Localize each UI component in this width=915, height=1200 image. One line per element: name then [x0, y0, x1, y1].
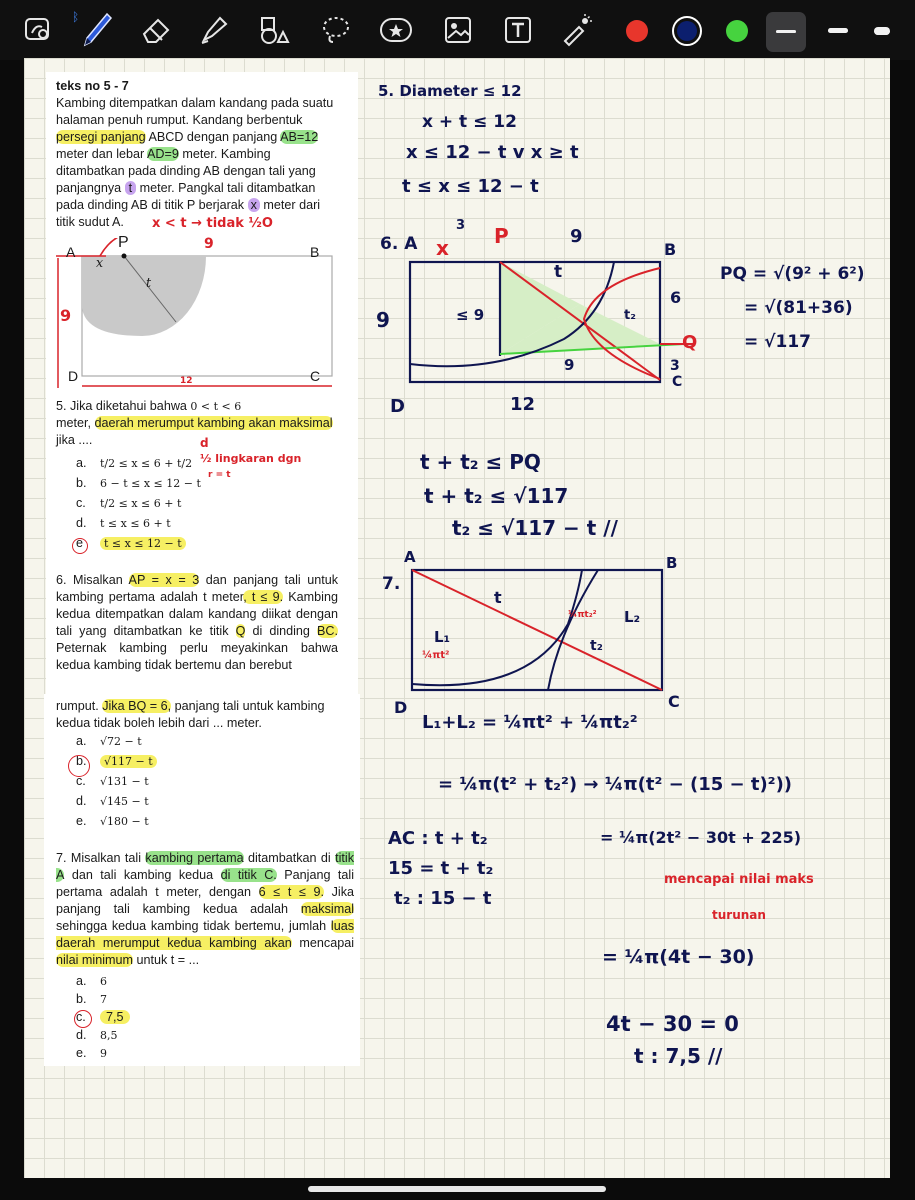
lasso-icon[interactable] — [318, 12, 354, 48]
handwriting-line: turunan — [712, 908, 766, 922]
s7-label-7: 7. — [382, 574, 401, 594]
handwriting-line: t : 7,5 // — [634, 1044, 723, 1068]
s6-label-c: C — [672, 374, 683, 390]
note-fig-9-left: 9 — [60, 306, 72, 325]
eraser-icon[interactable] — [138, 12, 174, 48]
option-5[interactable] — [76, 1046, 107, 1060]
s6-label-3: 3 — [456, 218, 466, 233]
fig-label-p: P — [118, 234, 129, 251]
note-x-less-t: x < t → tidak ½O — [152, 216, 273, 231]
s7-label-l1: L₁ — [434, 628, 451, 646]
option-value: t/2 ≤ x ≤ 6 + t/2 — [100, 457, 193, 470]
q5-note-line1: ½ lingkaran dgn — [200, 452, 302, 465]
note-fig-12: 12 — [180, 376, 193, 386]
option-letter: b. — [76, 754, 87, 768]
option-value: √180 − t — [100, 815, 149, 828]
bluetooth-icon: ᛒ — [72, 10, 80, 24]
option-value: 9 — [100, 1047, 107, 1060]
s6-label-b: B — [664, 240, 677, 259]
q5-note-line2: r = t — [208, 470, 231, 480]
s7-label-t: t — [494, 588, 502, 607]
option-value: √72 − t — [100, 735, 142, 748]
fig-label-x: x — [96, 255, 104, 270]
handwriting-line: t + t₂ ≤ √117 — [424, 484, 569, 508]
s7-label-l2-formula: ¼πt₂² — [568, 610, 597, 620]
option-letter: a. — [76, 974, 87, 988]
option-value: √131 − t — [100, 775, 149, 788]
q5-question: 5. Jika diketahui bahwa 0 < t < 6 meter, daerah merumput kambing akan maksimal jika .... — [56, 399, 333, 447]
q6-answer-circle — [68, 755, 90, 777]
solution-7-figure — [408, 564, 698, 694]
handwriting-line: 4t − 30 = 0 — [606, 1012, 739, 1036]
q7-answer-circle — [74, 1010, 92, 1028]
option-letter: b. — [76, 992, 87, 1006]
s6-label-6: 6 — [670, 288, 682, 307]
handwriting-line: AC : t + t₂ — [388, 828, 488, 849]
text-icon[interactable] — [500, 12, 536, 48]
option-value: t/2 ≤ x ≤ 6 + t — [100, 497, 182, 510]
q6-question-cont: rumput. Jika BQ = 6, panjang tali untuk kambing kedua tidak boleh lebih dari ... meter. — [56, 699, 325, 730]
s6-label-9-mid: 9 — [564, 356, 575, 374]
option-3[interactable] — [76, 774, 149, 788]
q6-question: 6. Misalkan AP = x = 3 dan panjang tali untuk kambing pertama adalah t meter, t ≤ 9. Kambing kedua ditempatkan dalam kandang diikat dengan tali yang ditambatkan ke titik Q di dinding BC. Peternak kambing perlu meyakinkan bahwa kedua kambing tidak bertemu dan berebut — [56, 573, 339, 672]
fig-label-t: t — [146, 275, 152, 290]
s6-label-3-bottom: 3 — [670, 358, 680, 374]
q5-answer-circle — [72, 538, 88, 554]
option-4[interactable] — [76, 516, 171, 530]
s7-label-a: A — [404, 548, 416, 566]
handwriting-line: 15 = t + t₂ — [388, 858, 494, 879]
option-value: 6 − t ≤ x ≤ 12 − t — [100, 477, 201, 490]
q57-header: teks no 5 - 7 — [56, 79, 129, 93]
s6-label-a: 6. A — [380, 234, 418, 254]
highlighter-icon[interactable] — [196, 12, 232, 48]
option-letter: d. — [76, 794, 87, 808]
handwriting-line: t + t₂ ≤ PQ — [420, 450, 541, 474]
s7-label-l1-formula: ¼πt² — [422, 650, 450, 661]
s6-label-x: x — [436, 236, 449, 260]
handwriting-line: = ¼π(2t² − 30t + 225) — [600, 828, 802, 847]
note-fig-9-top: 9 — [204, 236, 214, 252]
laser-pointer-icon[interactable] — [558, 12, 594, 48]
sticker-icon[interactable] — [378, 12, 414, 48]
handwriting-line: = √(81+36) — [744, 298, 853, 318]
option-value: √145 − t — [100, 795, 149, 808]
s6-label-le9: ≤ 9 — [456, 306, 485, 324]
option-value: 8,5 — [100, 1029, 118, 1042]
image-icon[interactable] — [440, 12, 476, 48]
option-5[interactable] — [76, 536, 186, 550]
home-indicator — [308, 1186, 606, 1192]
s6-label-12: 12 — [510, 394, 536, 415]
shapes-icon[interactable] — [256, 12, 292, 48]
option-4[interactable] — [76, 794, 149, 808]
option-value: t ≤ x ≤ 6 + t — [100, 517, 171, 530]
option-value: 6 — [100, 975, 107, 988]
handwriting-line: 5. Diameter ≤ 12 — [378, 82, 522, 100]
option-letter: a. — [76, 734, 87, 748]
stroke-medium-button[interactable] — [828, 28, 848, 33]
s6-label-t2: t₂ — [624, 308, 636, 323]
handwriting-line: t ≤ x ≤ 12 − t — [402, 176, 539, 197]
handwriting-line: x ≤ 12 − t v x ≥ t — [406, 142, 579, 163]
s6-label-9-left: 9 — [376, 308, 390, 332]
s7-label-l2: L₂ — [624, 608, 641, 626]
option-letter: b. — [76, 476, 87, 490]
s6-label-q: Q — [682, 332, 698, 353]
option-1[interactable] — [76, 456, 192, 470]
option-letter: c. — [76, 496, 86, 510]
handwriting-line: = ¼π(t² + t₂²) → ¼π(t² − (15 − t)²)) — [438, 774, 793, 795]
stroke-thin-button[interactable] — [766, 12, 806, 52]
option-value: 7 — [100, 993, 107, 1006]
option-3[interactable] — [76, 496, 181, 510]
option-value: √117 − t — [100, 755, 157, 768]
stroke-thick-button[interactable] — [874, 27, 890, 35]
option-4[interactable] — [76, 1028, 118, 1042]
option-value: t ≤ x ≤ 12 − t — [100, 537, 186, 550]
green-color-swatch[interactable] — [726, 20, 748, 42]
fig-label-d: D — [68, 368, 79, 384]
s6-label-t: t — [554, 262, 563, 282]
toolbar — [0, 0, 915, 60]
s6-label-9-top: 9 — [570, 226, 583, 247]
fig-label-b: B — [310, 244, 320, 260]
navy-color-swatch-selected[interactable] — [672, 16, 702, 46]
s7-label-c: C — [668, 692, 680, 711]
option-letter: a. — [76, 456, 87, 470]
note-canvas[interactable] — [24, 58, 890, 1178]
handwriting-line: t₂ : 15 − t — [394, 888, 492, 909]
option-letter: d. — [76, 1028, 87, 1042]
option-1[interactable] — [76, 974, 107, 988]
option-letter: e — [76, 536, 84, 550]
option-2[interactable] — [76, 476, 201, 490]
option-letter: d. — [76, 516, 87, 530]
option-letter: c. — [76, 774, 86, 788]
s6-label-p: P — [494, 224, 509, 248]
pen-icon[interactable] — [80, 12, 116, 48]
select-lasso-icon[interactable] — [20, 12, 56, 48]
handwriting-line: = √117 — [744, 332, 811, 352]
handwriting-line: PQ = √(9² + 6²) — [720, 264, 865, 284]
s7-label-b: B — [666, 554, 678, 572]
option-letter: e. — [76, 814, 87, 828]
option-letter: c. — [76, 1010, 86, 1024]
s7-label-d: D — [394, 698, 408, 717]
s6-label-d: D — [390, 396, 405, 417]
handwriting-line: L₁+L₂ = ¼πt² + ¼πt₂² — [422, 712, 638, 733]
option-5[interactable] — [76, 814, 149, 828]
fig-label-a: A — [66, 244, 76, 260]
handwriting-line: t₂ ≤ √117 − t // — [452, 516, 618, 540]
s7-label-t2: t₂ — [590, 638, 603, 654]
q57-intro: teks no 5 - 7 Kambing ditempatkan dalam kandang pada suatu halaman penuh rumput. Kandang berbentuk persegi panjang ABCD dengan panjang AB=12 meter dan lebar AD=9 meter. Kambing ditambatkan pada dinding AB dengan tali yang panjangnya t meter. Pangkal tali ditambatkan pada dinding AB di titik P berjarak x meter dari titik sudut A. — [56, 79, 334, 229]
handwriting-line: x + t ≤ 12 — [422, 112, 517, 132]
option-2[interactable] — [76, 992, 107, 1006]
q7-question: 7. Misalkan tali kambing pertama ditambatkan di titik A dan tali kambing kedua di titik C. Panjang tali pertama adalah t meter, dengan 6 ≤ t ≤ 9. Jika panjang tali kambing kedua adalah maksimal sehingga kedua kambing tidak bertemu, jumlah luas daerah merumput kedua kambing akan mencapai nilai minimum untuk t = ... — [56, 851, 355, 967]
option-value: 7,5 — [100, 1010, 130, 1024]
red-color-swatch[interactable] — [626, 20, 648, 42]
handwriting-line: mencapai nilai maks — [664, 872, 814, 887]
q5-note-arrow: d — [200, 436, 209, 450]
option-1[interactable] — [76, 734, 142, 748]
fig-label-c: C — [310, 368, 321, 384]
handwriting-line: = ¼π(4t − 30) — [602, 946, 755, 968]
option-letter: e. — [76, 1046, 87, 1060]
